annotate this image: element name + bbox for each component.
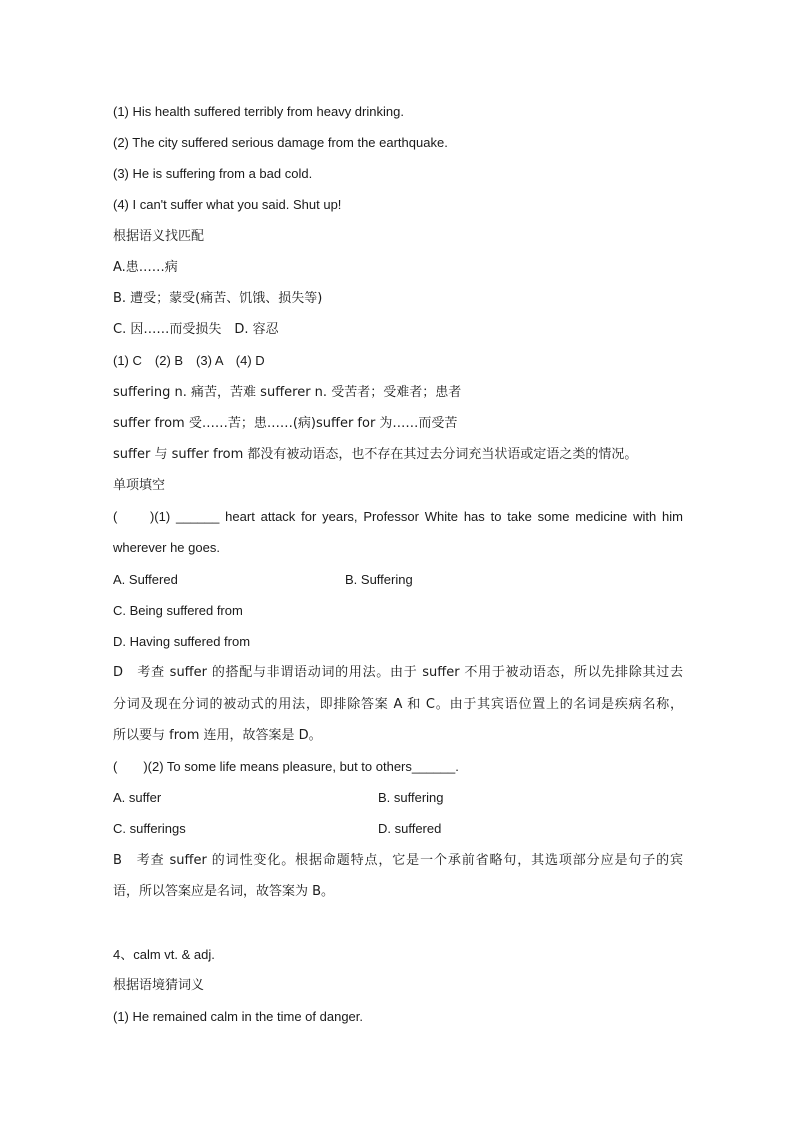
match-heading: 根据语义找匹配 bbox=[113, 229, 205, 244]
suffer-example-2: (2) The city suffered serious damage from the earthquake. bbox=[113, 135, 448, 150]
calm-example-1: (1) He remained calm in the time of danger. bbox=[113, 1009, 364, 1024]
q2-explanation-line-2: 语，所以答案应是名词，故答案为 B。 bbox=[113, 884, 335, 899]
note-suffering: suffering n. 痛苦，苦难 sufferer n. 受苦者；受难者；患者 bbox=[113, 385, 462, 400]
suffer-example-4: (4) I can't suffer what you said. Shut up! bbox=[113, 197, 342, 212]
q2-option-d: D. suffered bbox=[378, 821, 442, 836]
q1-explanation-line-2: 分词及现在分词的被动式的用法，即排除答案 A 和 C。由于其宾语位置上的名词是疾病名称， bbox=[113, 697, 683, 712]
suffer-example-1: (1) His health suffered terribly from heavy drinking. bbox=[113, 104, 404, 119]
calm-context-heading: 根据语境猜词义 bbox=[113, 978, 205, 993]
q2-option-c: C. sufferings bbox=[113, 821, 186, 836]
q1-option-c: C. Being suffered from bbox=[113, 603, 243, 618]
q1-explanation-line-3: 所以要与 from 连用，故答案是 D。 bbox=[113, 728, 322, 743]
single-choice-heading: 单项填空 bbox=[113, 478, 166, 493]
note-suffer-from: suffer from 受……苦；患……(病)suffer for 为……而受苦 bbox=[113, 416, 458, 431]
q2-option-a: A. suffer bbox=[113, 790, 162, 805]
match-option-a: A.患……病 bbox=[113, 260, 178, 275]
q1-option-d: D. Having suffered from bbox=[113, 634, 251, 649]
match-option-b: B. 遭受；蒙受(痛苦、饥饿、损失等) bbox=[113, 291, 323, 306]
q1-explanation-line-1: D 考查 suffer 的搭配与非谓语动词的用法。由于 suffer 不用于被动语态，所以先排除其过去 bbox=[113, 665, 683, 680]
q2-option-b: B. suffering bbox=[378, 790, 444, 805]
q1-option-b: B. Suffering bbox=[345, 572, 413, 587]
q1-option-a: A. Suffered bbox=[113, 572, 178, 587]
match-option-cd: C. 因……而受损失 D. 容忍 bbox=[113, 322, 279, 337]
q1-stem-line-2: wherever he goes. bbox=[113, 540, 220, 555]
calm-heading: 4、calm vt. & adj. bbox=[113, 947, 215, 962]
match-answer: (1) C (2) B (3) A (4) D bbox=[113, 353, 265, 368]
q2-stem: ( )(2) To some life means pleasure, but to others______. bbox=[113, 759, 459, 774]
suffer-example-3: (3) He is suffering from a bad cold. bbox=[113, 166, 313, 181]
q2-explanation-line-1: B 考查 suffer 的词性变化。根据命题特点，它是一个承前省略句，其选项部分应是句子的宾 bbox=[113, 853, 683, 868]
q1-stem-line-1: ( )(1) ______ heart attack for years, Professor White has to take some medicine with him bbox=[113, 509, 683, 524]
note-passive: suffer 与 suffer from 都没有被动语态，也不存在其过去分词充当状语或定语之类的情况。 bbox=[113, 447, 638, 462]
